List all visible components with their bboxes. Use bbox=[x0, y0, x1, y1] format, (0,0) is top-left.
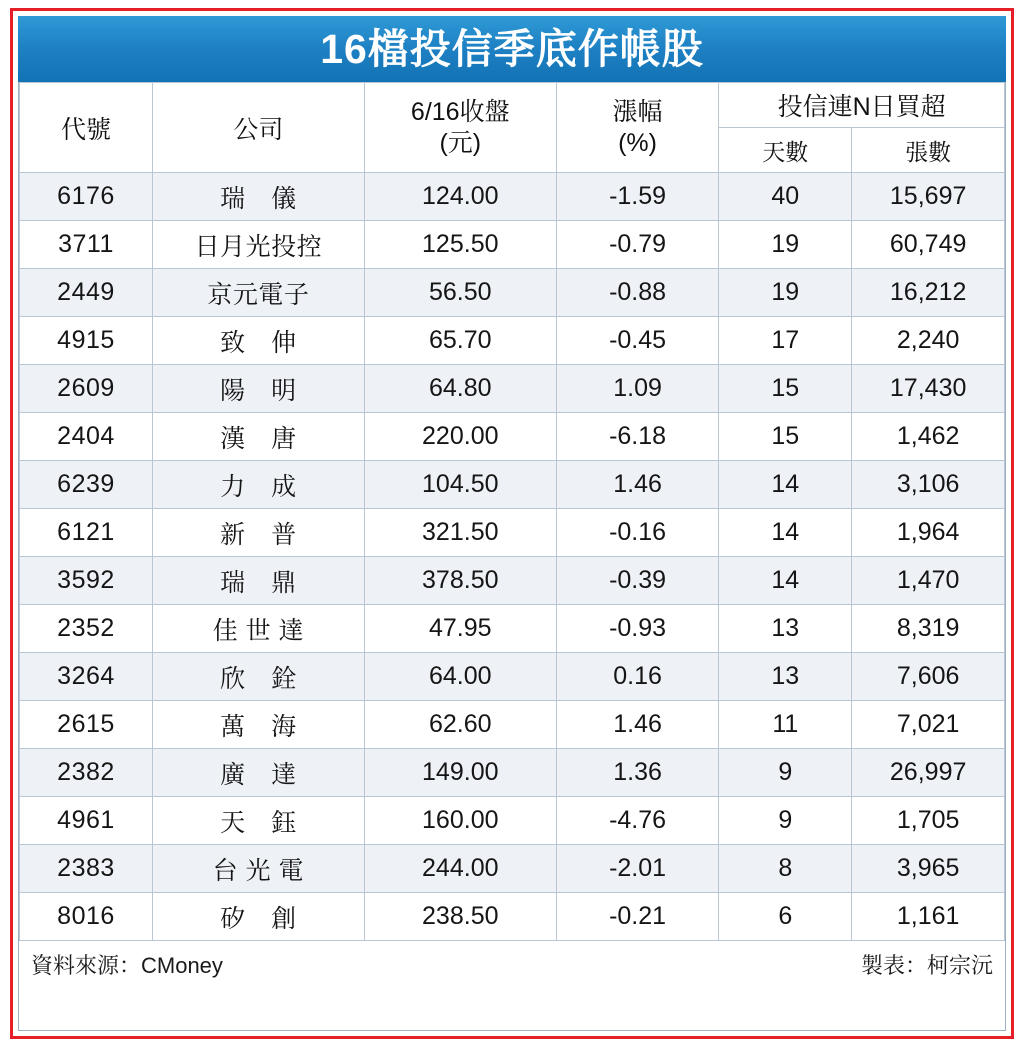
cell-change: 1.09 bbox=[556, 365, 719, 413]
cell-change: -0.16 bbox=[556, 509, 719, 557]
cell-code: 6176 bbox=[20, 173, 153, 221]
cell-days: 19 bbox=[719, 269, 852, 317]
cell-change: -0.88 bbox=[556, 269, 719, 317]
cell-change: -0.21 bbox=[556, 893, 719, 941]
table-header bbox=[20, 83, 1005, 173]
cell-lots: 15,697 bbox=[852, 173, 1005, 221]
cell-code: 2382 bbox=[20, 749, 153, 797]
cell-close: 62.60 bbox=[364, 701, 556, 749]
cell-code: 8016 bbox=[20, 893, 153, 941]
cell-code: 2449 bbox=[20, 269, 153, 317]
cell-close: 220.00 bbox=[364, 413, 556, 461]
stock-table bbox=[19, 82, 1005, 941]
cell-lots: 1,705 bbox=[852, 797, 1005, 845]
cell-code: 2383 bbox=[20, 845, 153, 893]
title-bar bbox=[18, 16, 1006, 82]
cell-lots: 2,240 bbox=[852, 317, 1005, 365]
cell-company: 陽 明 bbox=[152, 365, 364, 413]
cell-lots: 3,965 bbox=[852, 845, 1005, 893]
cell-close: 56.50 bbox=[364, 269, 556, 317]
cell-days: 19 bbox=[719, 221, 852, 269]
cell-days: 17 bbox=[719, 317, 852, 365]
table-body bbox=[20, 173, 1005, 941]
cell-change: -2.01 bbox=[556, 845, 719, 893]
cell-company: 致 伸 bbox=[152, 317, 364, 365]
cell-days: 9 bbox=[719, 797, 852, 845]
table-row bbox=[20, 173, 1005, 221]
author-label: 製表：柯宗沅 bbox=[860, 952, 993, 978]
cell-code: 3592 bbox=[20, 557, 153, 605]
cell-company: 日月光投控 bbox=[152, 221, 364, 269]
page-title: 16檔投信季底作帳股 bbox=[320, 25, 704, 72]
table-row bbox=[20, 317, 1005, 365]
cell-close: 47.95 bbox=[364, 605, 556, 653]
cell-close: 160.00 bbox=[364, 797, 556, 845]
cell-company: 京元電子 bbox=[152, 269, 364, 317]
table-row bbox=[20, 221, 1005, 269]
cell-close: 149.00 bbox=[364, 749, 556, 797]
cell-days: 11 bbox=[719, 701, 852, 749]
cell-days: 14 bbox=[719, 461, 852, 509]
cell-company: 瑞 儀 bbox=[152, 173, 364, 221]
cell-lots: 1,161 bbox=[852, 893, 1005, 941]
cell-days: 15 bbox=[719, 365, 852, 413]
cell-company: 萬 海 bbox=[152, 701, 364, 749]
cell-company: 欣 銓 bbox=[152, 653, 364, 701]
cell-close: 124.00 bbox=[364, 173, 556, 221]
cell-lots: 26,997 bbox=[852, 749, 1005, 797]
cell-change: 1.46 bbox=[556, 701, 719, 749]
table-row bbox=[20, 749, 1005, 797]
cell-days: 14 bbox=[719, 509, 852, 557]
table-row bbox=[20, 797, 1005, 845]
table-row bbox=[20, 365, 1005, 413]
cell-days: 9 bbox=[719, 749, 852, 797]
cell-change: -1.59 bbox=[556, 173, 719, 221]
cell-company: 佳 世 達 bbox=[152, 605, 364, 653]
cell-close: 104.50 bbox=[364, 461, 556, 509]
cell-days: 14 bbox=[719, 557, 852, 605]
source-label: 資料來源：CMoney bbox=[31, 952, 223, 978]
table-row bbox=[20, 557, 1005, 605]
table-footer bbox=[19, 941, 1005, 987]
cell-close: 65.70 bbox=[364, 317, 556, 365]
cell-company: 瑞 鼎 bbox=[152, 557, 364, 605]
cell-code: 2615 bbox=[20, 701, 153, 749]
column-header-company: 公司 bbox=[152, 83, 364, 173]
cell-company: 天 鈺 bbox=[152, 797, 364, 845]
table-row bbox=[20, 845, 1005, 893]
cell-lots: 1,470 bbox=[852, 557, 1005, 605]
column-header-close-line1: 6/16收盤 bbox=[410, 98, 510, 126]
cell-close: 321.50 bbox=[364, 509, 556, 557]
cell-days: 6 bbox=[719, 893, 852, 941]
table-row bbox=[20, 605, 1005, 653]
cell-company: 台 光 電 bbox=[152, 845, 364, 893]
table-row bbox=[20, 653, 1005, 701]
infographic-frame bbox=[10, 8, 1014, 1039]
cell-lots: 17,430 bbox=[852, 365, 1005, 413]
column-header-days: 天數 bbox=[719, 128, 852, 173]
cell-code: 6239 bbox=[20, 461, 153, 509]
cell-code: 4915 bbox=[20, 317, 153, 365]
cell-close: 378.50 bbox=[364, 557, 556, 605]
cell-close: 238.50 bbox=[364, 893, 556, 941]
cell-lots: 1,462 bbox=[852, 413, 1005, 461]
cell-change: -0.79 bbox=[556, 221, 719, 269]
cell-close: 125.50 bbox=[364, 221, 556, 269]
column-header-close bbox=[364, 83, 556, 173]
cell-days: 13 bbox=[719, 605, 852, 653]
table-row bbox=[20, 701, 1005, 749]
column-header-close-line2: (元) bbox=[439, 128, 482, 157]
cell-change: -0.93 bbox=[556, 605, 719, 653]
cell-lots: 8,319 bbox=[852, 605, 1005, 653]
cell-change: -4.76 bbox=[556, 797, 719, 845]
column-header-group-buy: 投信連N日買超 bbox=[719, 83, 1005, 128]
cell-change: 1.36 bbox=[556, 749, 719, 797]
table-row bbox=[20, 413, 1005, 461]
cell-close: 64.80 bbox=[364, 365, 556, 413]
column-header-code: 代號 bbox=[20, 83, 153, 173]
column-header-change bbox=[556, 83, 719, 173]
cell-days: 40 bbox=[719, 173, 852, 221]
table-row bbox=[20, 269, 1005, 317]
cell-change: -6.18 bbox=[556, 413, 719, 461]
cell-lots: 16,212 bbox=[852, 269, 1005, 317]
cell-change: 1.46 bbox=[556, 461, 719, 509]
cell-code: 2609 bbox=[20, 365, 153, 413]
table-row bbox=[20, 509, 1005, 557]
cell-change: -0.45 bbox=[556, 317, 719, 365]
cell-code: 4961 bbox=[20, 797, 153, 845]
cell-code: 6121 bbox=[20, 509, 153, 557]
column-header-change-line1: 漲幅 bbox=[612, 98, 663, 126]
cell-close: 244.00 bbox=[364, 845, 556, 893]
cell-days: 8 bbox=[719, 845, 852, 893]
cell-lots: 7,021 bbox=[852, 701, 1005, 749]
cell-code: 2352 bbox=[20, 605, 153, 653]
cell-company: 廣 達 bbox=[152, 749, 364, 797]
cell-lots: 7,606 bbox=[852, 653, 1005, 701]
cell-days: 13 bbox=[719, 653, 852, 701]
cell-change: 0.16 bbox=[556, 653, 719, 701]
table-row bbox=[20, 461, 1005, 509]
cell-company: 漢 唐 bbox=[152, 413, 364, 461]
cell-days: 15 bbox=[719, 413, 852, 461]
cell-change: -0.39 bbox=[556, 557, 719, 605]
table-row bbox=[20, 893, 1005, 941]
cell-company: 矽 創 bbox=[152, 893, 364, 941]
cell-lots: 60,749 bbox=[852, 221, 1005, 269]
cell-company: 新 普 bbox=[152, 509, 364, 557]
cell-lots: 1,964 bbox=[852, 509, 1005, 557]
cell-code: 2404 bbox=[20, 413, 153, 461]
cell-lots: 3,106 bbox=[852, 461, 1005, 509]
column-header-lots: 張數 bbox=[852, 128, 1005, 173]
cell-code: 3711 bbox=[20, 221, 153, 269]
cell-code: 3264 bbox=[20, 653, 153, 701]
cell-close: 64.00 bbox=[364, 653, 556, 701]
cell-company: 力 成 bbox=[152, 461, 364, 509]
column-header-change-line2: (%) bbox=[618, 128, 657, 157]
stock-table-container bbox=[18, 82, 1006, 1031]
